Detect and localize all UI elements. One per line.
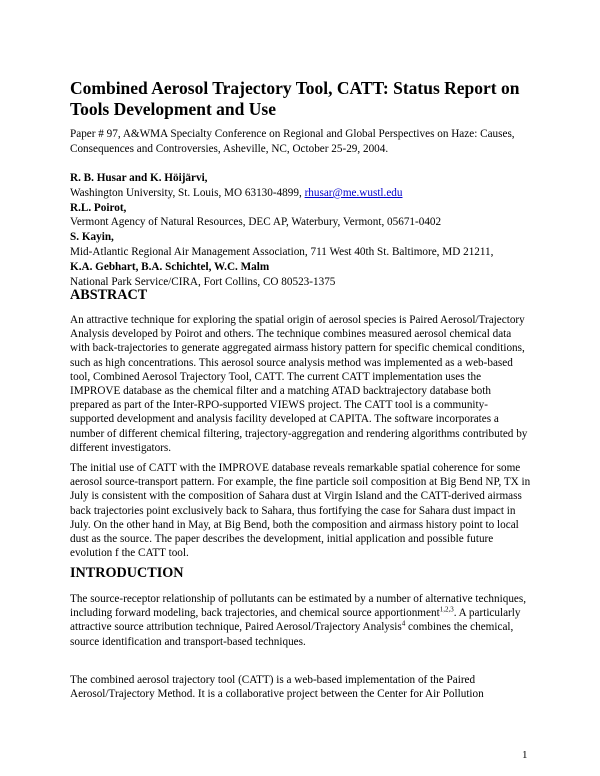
author-affiliation: National Park Service/CIRA, Fort Collins, CO 80523-1375 [70, 275, 336, 288]
author-affiliation [70, 186, 550, 201]
author-affiliation: Mid-Atlantic Regional Air Management Association, 711 West 40th St. Baltimore, MD 21211, [70, 245, 494, 258]
intro-text-b: . A particularly attractive source attribution technique, Paired Aerosol/Trajectory Analysis [70, 607, 521, 634]
intro-paragraph-2: The combined aerosol trajectory tool (CATT) is a web-based implementation of the Paired Aerosol/Trajectory Method. It is a collaborative project between the Center for Air Pollution [70, 674, 484, 701]
page-number: 1 [522, 749, 528, 761]
email-link[interactable]: rhusar@me.wustl.edu [304, 186, 403, 199]
abstract-paragraph-2: The initial use of CATT with the IMPROVE database reveals remarkable spatial coherence for some aerosol source-transport pattern. For example, the fine particle soil composition at Big Bend NP, TX in July is consistent with the composition of Sahara dust at Virgin Island and the CATT-derived airmass back trajectories point exclusively back to Sahara, thus fortifying the case for Sahara dust impact in July. On the other hand in May, at Big Bend, both the composition and airmass history point to local dust as the source. The paper describes the development, initial application and possible future evolution f the CATT tool. [70, 462, 531, 560]
introduction-heading: INTRODUCTION [70, 565, 184, 581]
conference-info: Paper # 97, A&WMA Specialty Conference on Regional and Global Perspectives on Haze: Causes, Consequences and Controversies, Asheville, NC, October 25-29, 2004. [70, 128, 515, 155]
paper-title: Combined Aerosol Trajectory Tool, CATT: Status Report on Tools Development and Use [70, 78, 520, 119]
abstract-paragraph-1: An attractive technique for exploring the spatial origin of aerosol species is Paired Aerosol/Trajectory Analysis developed by Poirot and others. The technique combines measured aerosol chemical data with back-trajectories to generate aggregated airmass history pattern for specific chemical conditions, such as high concentrations. This aerosol source analysis method was implemented as a web-based tool, Combined Aerosol Trajectory Tool, CATT. The current CATT implementation uses the IMPROVE database as the chemical filter and a matching ATAD backtrajectory database both prepared as part of the Inter-RPO-supported VIEWS project. The CATT tool is a community-supported development and analysis facility developed at CAPITA. The software incorporates a number of different chemical filtering, trajectory-aggregation and rendering algorithms contributed by different investigators. [70, 314, 528, 454]
intro-text-c: combines the chemical, source identification and transport-based techniques. [70, 621, 514, 648]
author-names: S. Kayin, [70, 231, 114, 244]
abstract-heading: ABSTRACT [70, 287, 148, 303]
citation-superscript: 1,2,3 [439, 605, 454, 614]
affiliation-text: Washington University, St. Louis, MO 63130-4899, [70, 186, 302, 199]
author-block [70, 171, 550, 289]
author-affiliation: Vermont Agency of Natural Resources, DEC AP, Waterbury, Vermont, 05671-0402 [70, 216, 442, 229]
citation-superscript: 4 [401, 619, 406, 628]
intro-text-a: The source-receptor relationship of pollutants can be estimated by a number of alternative techniques, including forward modeling, back trajectories, and chemical source apportionment [70, 593, 527, 620]
author-names: R.L. Poirot, [70, 201, 127, 214]
author-names: K.A. Gebhart, B.A. Schichtel, W.C. Malm [70, 260, 270, 273]
author-names: R. B. Husar and K. Höijärvi, [70, 172, 208, 184]
intro-paragraph-1 [70, 592, 532, 649]
